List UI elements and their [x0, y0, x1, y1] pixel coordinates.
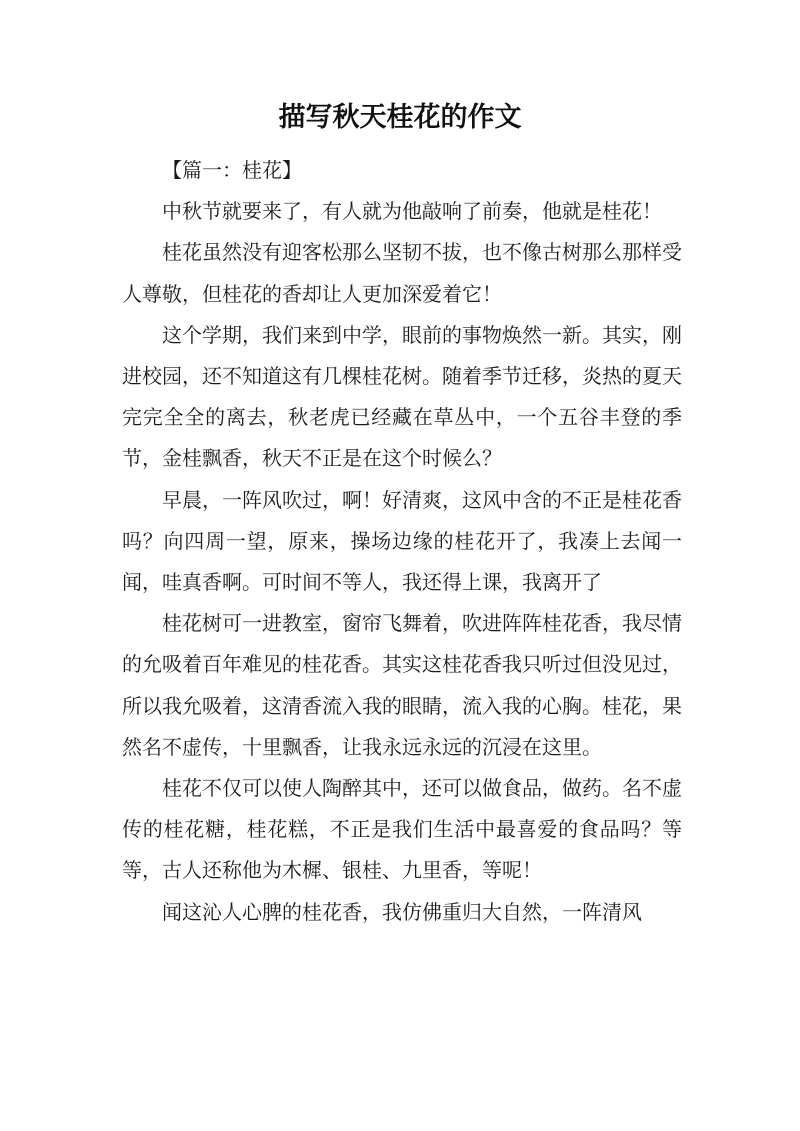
- paragraph: 闻这沁人心脾的桂花香，我仿佛重归大自然，一阵清风: [162, 899, 642, 924]
- section-heading: 【篇一：桂花】: [162, 158, 302, 182]
- paragraph: 桂花不仅可以使人陶醉其中，还可以做食品，做药。名不虚传的桂花糖，桂花糕，不正是我们生活中最喜爱的食品吗？等等，古人还称他为木樨、银桂、九里香，等呢！: [122, 776, 682, 883]
- paragraph: 这个学期，我们来到中学，眼前的事物焕然一新。其实，刚进校园，还不知道这有几棵桂花树。随着季节迁移，炎热的夏天完完全全的离去，秋老虎已经藏在草丛中，一个五谷丰登的季节，金桂飘香，秋天不正是在这个时候么？: [122, 322, 682, 471]
- document-title: 描写秋天桂花的作文: [278, 102, 522, 133]
- paragraph: 中秋节就要来了，有人就为他敲响了前奏，他就是桂花！: [162, 199, 662, 224]
- paragraph: 早晨，一阵风吹过，啊！好清爽，这风中含的不正是桂花香吗？向四周一望，原来，操场边缘的桂花开了，我凑上去闻一闻，哇真香啊。可时间不等人，我还得上课，我离开了: [122, 487, 682, 595]
- paragraph: 桂花虽然没有迎客松那么坚韧不拔，也不像古树那么那样受人尊敬，但桂花的香却让人更加深爱着它！: [122, 240, 682, 306]
- paragraph: 桂花树可一进教室，窗帘飞舞着，吹进阵阵桂花香，我尽情的允吸着百年难见的桂花香。其实这桂花香我只听过但没见过，所以我允吸着，这清香流入我的眼睛，流入我的心胸。桂花，果然名不虚传，十里飘香，让我永远永远的沉浸在这里。: [122, 611, 682, 759]
- document-body: [122, 150, 682, 933]
